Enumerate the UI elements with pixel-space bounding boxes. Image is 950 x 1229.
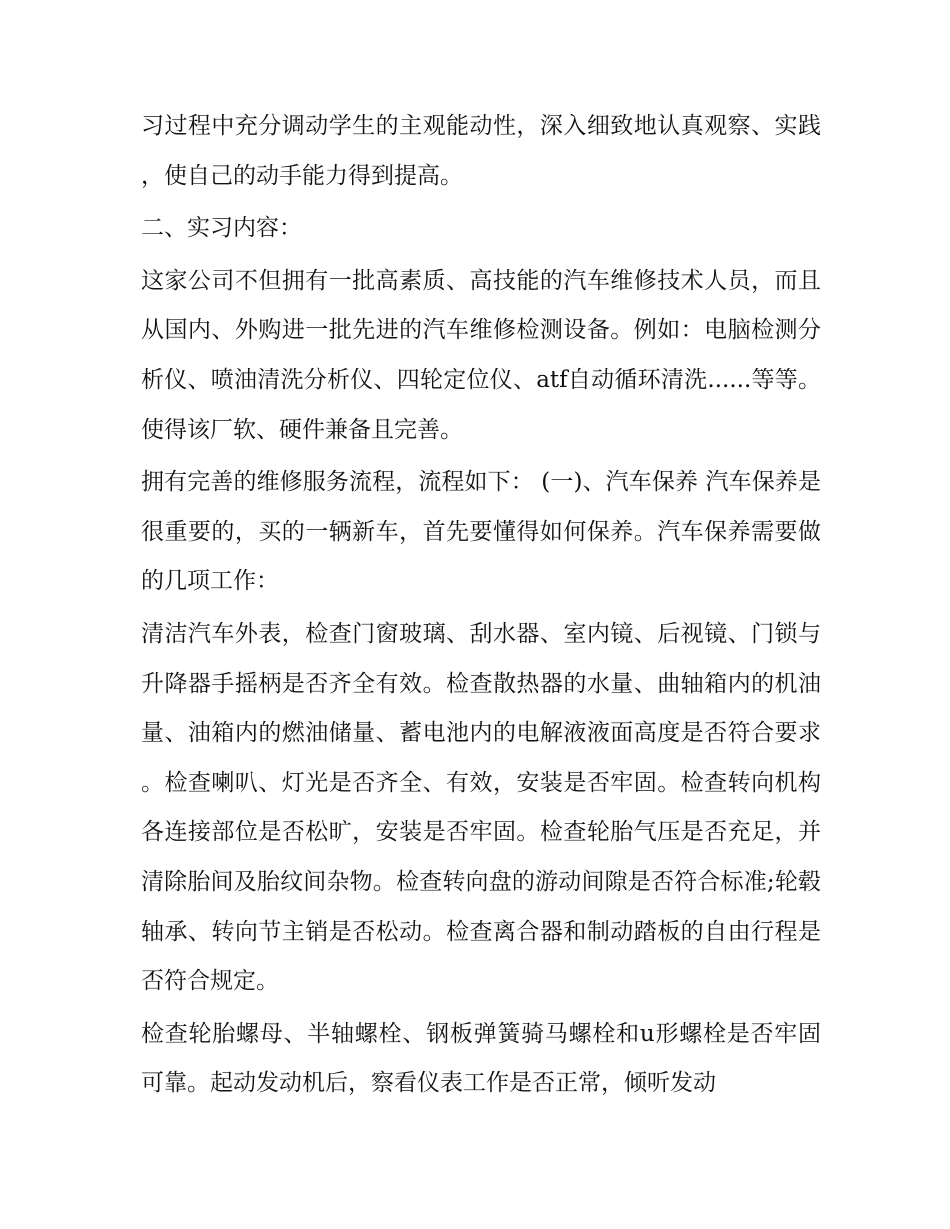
paragraph-5: 检查轮胎螺母、半轴螺栓、钢板弹簧骑马螺栓和u形螺栓是否牢固可靠。起动发动机后，察看仪表工作是否正常，倾听发动 xyxy=(141,1020,821,1097)
paragraph-1: 习过程中充分调动学生的主观能动性，深入细致地认真观察、实践，使自己的动手能力得到提高。 xyxy=(141,113,821,189)
paragraph-2: 这家公司不但拥有一批高素质、高技能的汽车维修技术人员，而且从国内、外购进一批先进的汽车维修检测设备。例如：电脑检测分析仪、喷油清洗分析仪、四轮定位仪、atf自动循环清洗......等等。使得该厂软、硬件兼备且完善。 xyxy=(141,267,821,443)
document-body xyxy=(141,102,821,1112)
section-heading: 二、实习内容： xyxy=(141,215,302,242)
paragraph-4: 清洁汽车外表，检查门窗玻璃、刮水器、室内镜、后视镜、门锁与升降器手摇柄是否齐全有效。检查散热器的水量、曲轴箱内的机油量、油箱内的燃油储量、蓄电池内的电解液液面高度是否符合要求。检查喇叭、灯光是否齐全、有效，安装是否牢固。检查转向机构各连接部位是否松旷，安装是否牢固。检查轮胎气压是否充足，并清除胎间及胎纹间杂物。检查转向盘的游动间隙是否符合标准;轮毂轴承、转向节主销是否松动。检查离合器和制动踏板的自由行程是否符合规定。 xyxy=(141,620,821,995)
paragraph-3: 拥有完善的维修服务流程，流程如下： (一)、汽车保养 汽车保养是很重要的，买的一辆新车，首先要懂得如何保养。汽车保养需要做的几项工作： xyxy=(141,469,821,595)
